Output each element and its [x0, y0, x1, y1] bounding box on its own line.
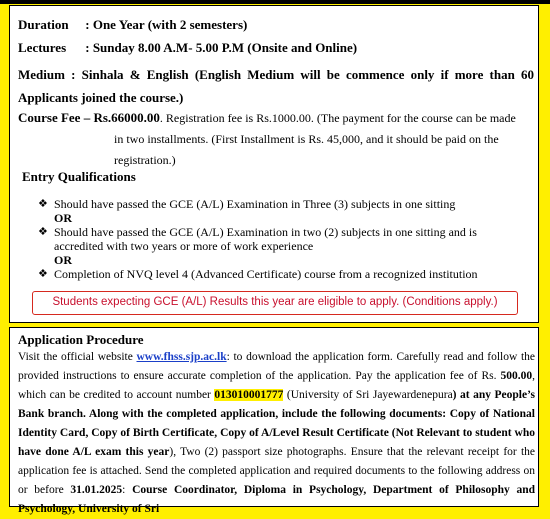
qualification-text: Should have passed the GCE (A/L) Examination in two (2) subjects in one sitting and is accredited with two years or more of work experience — [54, 225, 477, 253]
duration-label: Duration — [18, 17, 69, 32]
procedure-text-part: (University of Sri Jayewardenepura — [283, 389, 453, 401]
or-separator: OR — [54, 211, 72, 225]
procedure-text-part: : to download the application form. Carefully read and follow the provided instructions to ensure accurate completion of the application. Pay the application fee of Rs. — [18, 351, 535, 382]
website-link[interactable]: www.fhss.sjp.ac.lk — [136, 351, 227, 363]
course-details-card — [9, 5, 539, 323]
course-fee-text-1: . Registration fee is Rs.1000.00. (The payment for the course can be made — [159, 111, 516, 125]
procedure-text-part: , which can be credited to account number — [18, 370, 535, 401]
lectures-value: : Sunday 8.00 A.M- 5.00 P.M (Onsite and Online) — [85, 40, 358, 55]
procedure-text-part: : — [122, 484, 133, 496]
course-fee-text-3: registration.) — [114, 153, 176, 167]
lectures-label: Lectures — [18, 40, 67, 55]
top-decorative-bar — [0, 0, 550, 4]
duration-value: : One Year (with 2 semesters) — [85, 17, 248, 32]
qualification-item — [38, 197, 528, 211]
application-procedure-title: Application Procedure — [18, 332, 144, 347]
diamond-bullet-icon: ❖ — [38, 268, 48, 280]
application-procedure-card — [9, 327, 539, 515]
diamond-bullet-icon: ❖ — [38, 226, 48, 238]
deadline-date: 31.01.2025 — [70, 484, 123, 496]
application-procedure-text — [18, 348, 535, 519]
course-fee-label: Course Fee – Rs.66000.00 — [18, 110, 160, 125]
procedure-text-part: ) at any People’s Bank branch. Along with the completed application, include the following documents: Copy of National Identity Card, Copy of Birth Certificate, Copy of A/Level Result Certificate ( — [18, 389, 535, 439]
course-fee-text-2: in two installments. (First Installment is Rs. 45,000, and it should be paid on the — [114, 132, 499, 146]
medium-value: : Sinhala & English (English Medium will be commence only if more than 60 Applicants joined the course.) — [18, 67, 534, 105]
duration-row — [18, 17, 247, 33]
eligibility-notice: Students expecting GCE (A/L) Results this year are eligible to apply. (Conditions apply.) — [32, 291, 518, 315]
entry-qualifications-title: Entry Qualifications — [22, 169, 136, 184]
qualification-text: Completion of NVQ level 4 (Advanced Certificate) course from a recognized institution — [54, 267, 478, 281]
medium-label: Medium — [18, 67, 65, 82]
qualification-item — [38, 267, 528, 281]
application-fee-amount: 500.00 — [500, 370, 533, 382]
medium-row — [18, 63, 534, 109]
mailing-address: Course Coordinator, Diploma in Psychology, Department of Philosophy and Psychology, University of Sri — [18, 484, 535, 515]
account-number: 013010001777 — [214, 389, 284, 401]
not-relevant-note: Not Relevant to student who have done A/L exam this year — [18, 427, 535, 458]
course-fee-block — [18, 107, 534, 171]
qualification-text: Should have passed the GCE (A/L) Examination in Three (3) subjects in one sitting — [54, 197, 456, 211]
procedure-text-part: Visit the official website — [18, 351, 137, 363]
lectures-row — [18, 40, 357, 56]
qualification-item — [38, 225, 528, 253]
procedure-text-part: ), Two (2) passport size photographs. Ensure that the relevant receipt for the application fee is attached. Send the completed application and required documents to the following address on or before — [18, 446, 535, 496]
diamond-bullet-icon: ❖ — [38, 198, 48, 210]
or-separator: OR — [54, 253, 72, 267]
